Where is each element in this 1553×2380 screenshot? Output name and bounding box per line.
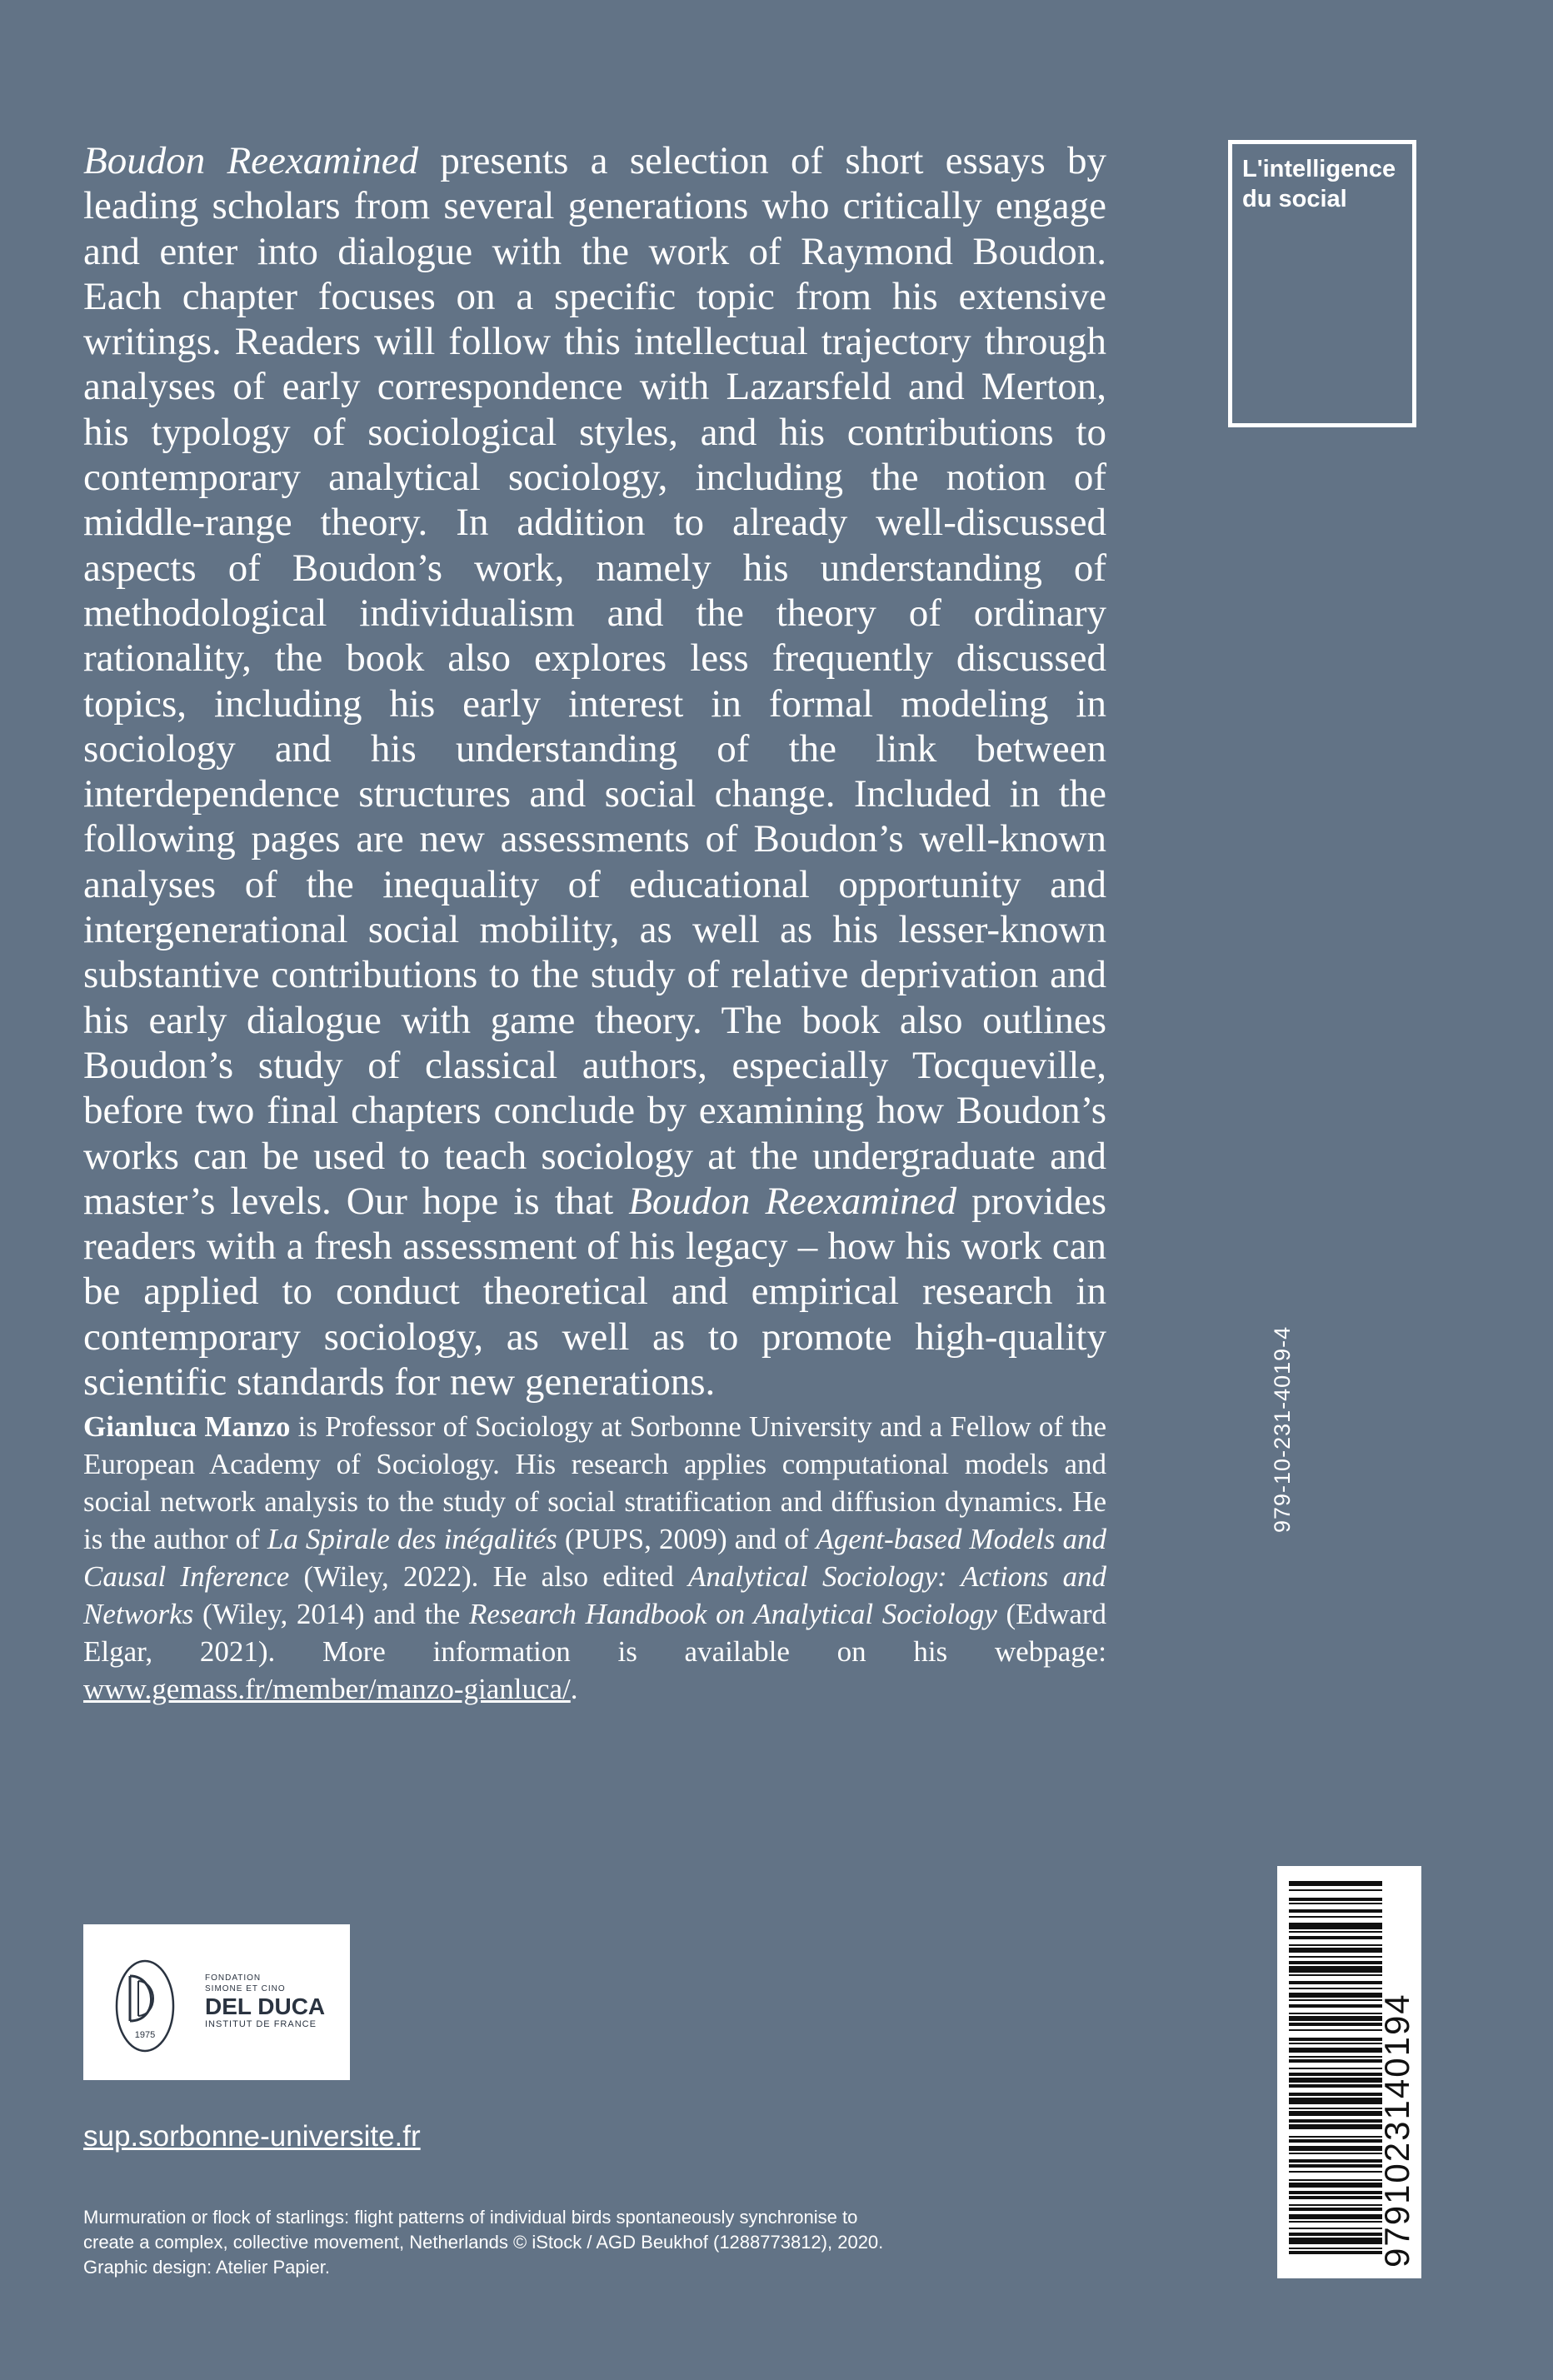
book-analytical-sociology: Analytical Sociology: Actions and Networks [83, 1560, 1107, 1630]
author-bio [83, 1408, 1106, 1708]
barcode-bar [1289, 2004, 1382, 2008]
series-title-line1: L'intelligence [1242, 156, 1396, 182]
isbn-number: 979-10-231-4019-4 [1270, 1325, 1295, 1533]
bio-text-6: . [570, 1673, 578, 1705]
back-cover-blurb [83, 138, 1106, 1405]
barcode-bar [1289, 1881, 1382, 1886]
credits-line2: create a complex, collective movement, Netherlands © iStock / AGD Beukhof (1288773812), 2020. [83, 2232, 884, 2253]
barcode-bar [1289, 2204, 1382, 2206]
credits-line3: Graphic design: Atelier Papier. [83, 2257, 330, 2278]
barcode-bar [1289, 2183, 1382, 2188]
blurb-text-part2: provides readers with a fresh assessment of his legacy – how his work can be applied to conduct theoretical and empirical research in contemporary sociology, as well as to promote high-quality scientific standards for new generations. [83, 1179, 1106, 1405]
barcode-bar [1289, 1931, 1382, 1933]
barcode-bar [1289, 1966, 1382, 1973]
barcode-bar [1289, 1948, 1382, 1953]
barcode-bar [1289, 2093, 1382, 2096]
author-name: Gianluca Manzo [83, 1410, 291, 1443]
barcode-bar [1289, 2136, 1382, 2138]
del-duca-foundation-logo [83, 1924, 350, 2080]
barcode-bar [1289, 2119, 1382, 2123]
barcode-bar [1289, 2214, 1382, 2219]
barcode-bar [1289, 1988, 1382, 1989]
bio-text-5: (Edward Elgar, 2021). More information is available on his webpage: [83, 1598, 1107, 1668]
book-title-italic: Boudon Reexamined [83, 139, 419, 182]
barcode-bars [1289, 1881, 1382, 2254]
barcode-bar [1289, 2023, 1382, 2026]
barcode-bar [1289, 2139, 1382, 2143]
barcode-bar [1289, 2146, 1382, 2151]
barcode-bar [1289, 1956, 1382, 1958]
barcode-bar [1289, 1961, 1382, 1964]
barcode-bar [1289, 2059, 1382, 2063]
book-la-spirale: La Spirale des inégalités [267, 1523, 557, 1555]
barcode-bar [1289, 1981, 1382, 1984]
barcode-bar [1289, 2228, 1382, 2229]
barcode-bar [1289, 2251, 1382, 2254]
barcode-bar [1289, 2016, 1382, 2021]
barcode-bar [1289, 2248, 1382, 2249]
barcode-bar [1289, 1923, 1382, 1929]
barcode-bar [1289, 2038, 1382, 2041]
barcode-bar [1289, 2078, 1382, 2083]
barcode-bar [1289, 2179, 1382, 2181]
del-duca-seal-icon [113, 1958, 177, 2054]
logo-wordmark [205, 1973, 325, 2030]
barcode-bar [1289, 1999, 1382, 2001]
barcode-bar [1289, 1993, 1382, 1998]
barcode-bar [1289, 2108, 1382, 2109]
barcode-bar [1289, 2238, 1382, 2244]
seal-year: 1975 [134, 2030, 156, 2040]
bio-text-1: is Professor of Sociology at Sorbonne University and a Fellow of the European Academy of Sociology. His research applies computational models and social network analysis to the study of social stratification and diffusion dynamics. He is the author of [83, 1410, 1106, 1555]
barcode-bar [1289, 2098, 1382, 2104]
book-agent-based: Agent-based Models and Causal Inference [83, 1523, 1106, 1593]
barcode-bar [1289, 2153, 1382, 2154]
bio-text-4: (Wiley, 2014) and the [193, 1598, 469, 1630]
barcode-bar [1289, 1936, 1382, 1939]
barcode-bar [1289, 1898, 1382, 1901]
logo-simone-cino: SIMONE ET CINO [205, 1984, 286, 1993]
blurb-text-part1: presents a selection of short essays by leading scholars from several generations who critically engage and enter into dialogue with the work of Raymond Boudon. Each chapter focuses on a specific topic from his extensive writings. Readers will follow this intellectual trajectory through analyses of early correspondence with Lazarsfeld and Merton, his typology of sociological styles, and his contributions to contemporary analytical sociology, including the notion of middle-range theory. In addition to already well-discussed aspects of Boudon’s work, namely his understanding of methodological individualism and the theory of ordinary rationality, the book also explores less frequently discussed topics, including his early interest in formal modeling in sociology and his understanding of the link between interdependence structures and social change. Included in the following pages are new assessments of Boudon’s well-known analyses of the inequality of educational opportunity and intergenerational social mobility, as well as his lesser-known substantive contributions to the study of relative deprivation and his early dialogue with game theory. The book also outlines Boudon’s study of classical authors, especially Tocqueville, before two final chapters conclude by examining how Boudon’s works can be used to teach sociology at the undergraduate and master’s levels. Our hope is that [83, 139, 1106, 1223]
barcode-bar [1289, 2196, 1382, 2199]
barcode-bar [1289, 2124, 1382, 2129]
barcode-bar [1289, 2056, 1382, 2058]
barcode-bar [1289, 2013, 1382, 2014]
barcode-bar [1289, 2208, 1382, 2211]
barcode-bar [1289, 2084, 1382, 2088]
barcode-bar [1289, 1974, 1382, 1976]
barcode-bar [1289, 1916, 1382, 1918]
barcode-bar [1289, 1909, 1382, 1913]
barcode-digits: 9791023140194 [1377, 1993, 1416, 2268]
barcode [1277, 1866, 1421, 2278]
publisher-website-link[interactable]: sup.sorbonne-universite.fr [83, 2120, 421, 2153]
barcode-bar [1289, 2068, 1382, 2069]
barcode-bar [1289, 1944, 1382, 1946]
book-research-handbook: Research Handbook on Analytical Sociology [468, 1598, 997, 1630]
bio-text-2: (PUPS, 2009) and of [557, 1523, 816, 1555]
barcode-bar [1289, 2233, 1382, 2236]
bio-text-3: (Wiley, 2022). He also edited [289, 1560, 688, 1593]
barcode-bar [1289, 2221, 1382, 2223]
series-label-box [1228, 140, 1416, 427]
barcode-bar [1289, 2171, 1382, 2173]
barcode-bar [1289, 2159, 1382, 2163]
barcode-bar [1289, 2029, 1382, 2031]
logo-fondation: FONDATION [205, 1973, 262, 1983]
series-title [1242, 154, 1402, 214]
barcode-bar [1289, 1903, 1382, 1904]
image-credits [83, 2205, 1083, 2280]
credits-line1: Murmuration or flock of starlings: flight patterns of individual birds spontaneously synchronise to [83, 2207, 858, 2228]
barcode-bar [1289, 2043, 1382, 2044]
barcode-bar [1289, 2111, 1382, 2116]
barcode-graphic [1277, 1866, 1421, 2278]
barcode-bar [1289, 2191, 1382, 2194]
barcode-bar [1289, 1889, 1382, 1891]
book-title-italic-2: Boudon Reexamined [628, 1179, 957, 1223]
series-title-line2: du social [1242, 186, 1347, 212]
author-webpage-link[interactable]: www.gemass.fr/member/manzo-gianluca/ [83, 1673, 571, 1705]
barcode-bar [1289, 2073, 1382, 2076]
logo-institut: INSTITUT DE FRANCE [205, 2019, 317, 2029]
barcode-bar [1289, 2048, 1382, 2053]
barcode-bar [1289, 2164, 1382, 2168]
logo-del-duca: DEL DUCA [205, 1993, 326, 2019]
